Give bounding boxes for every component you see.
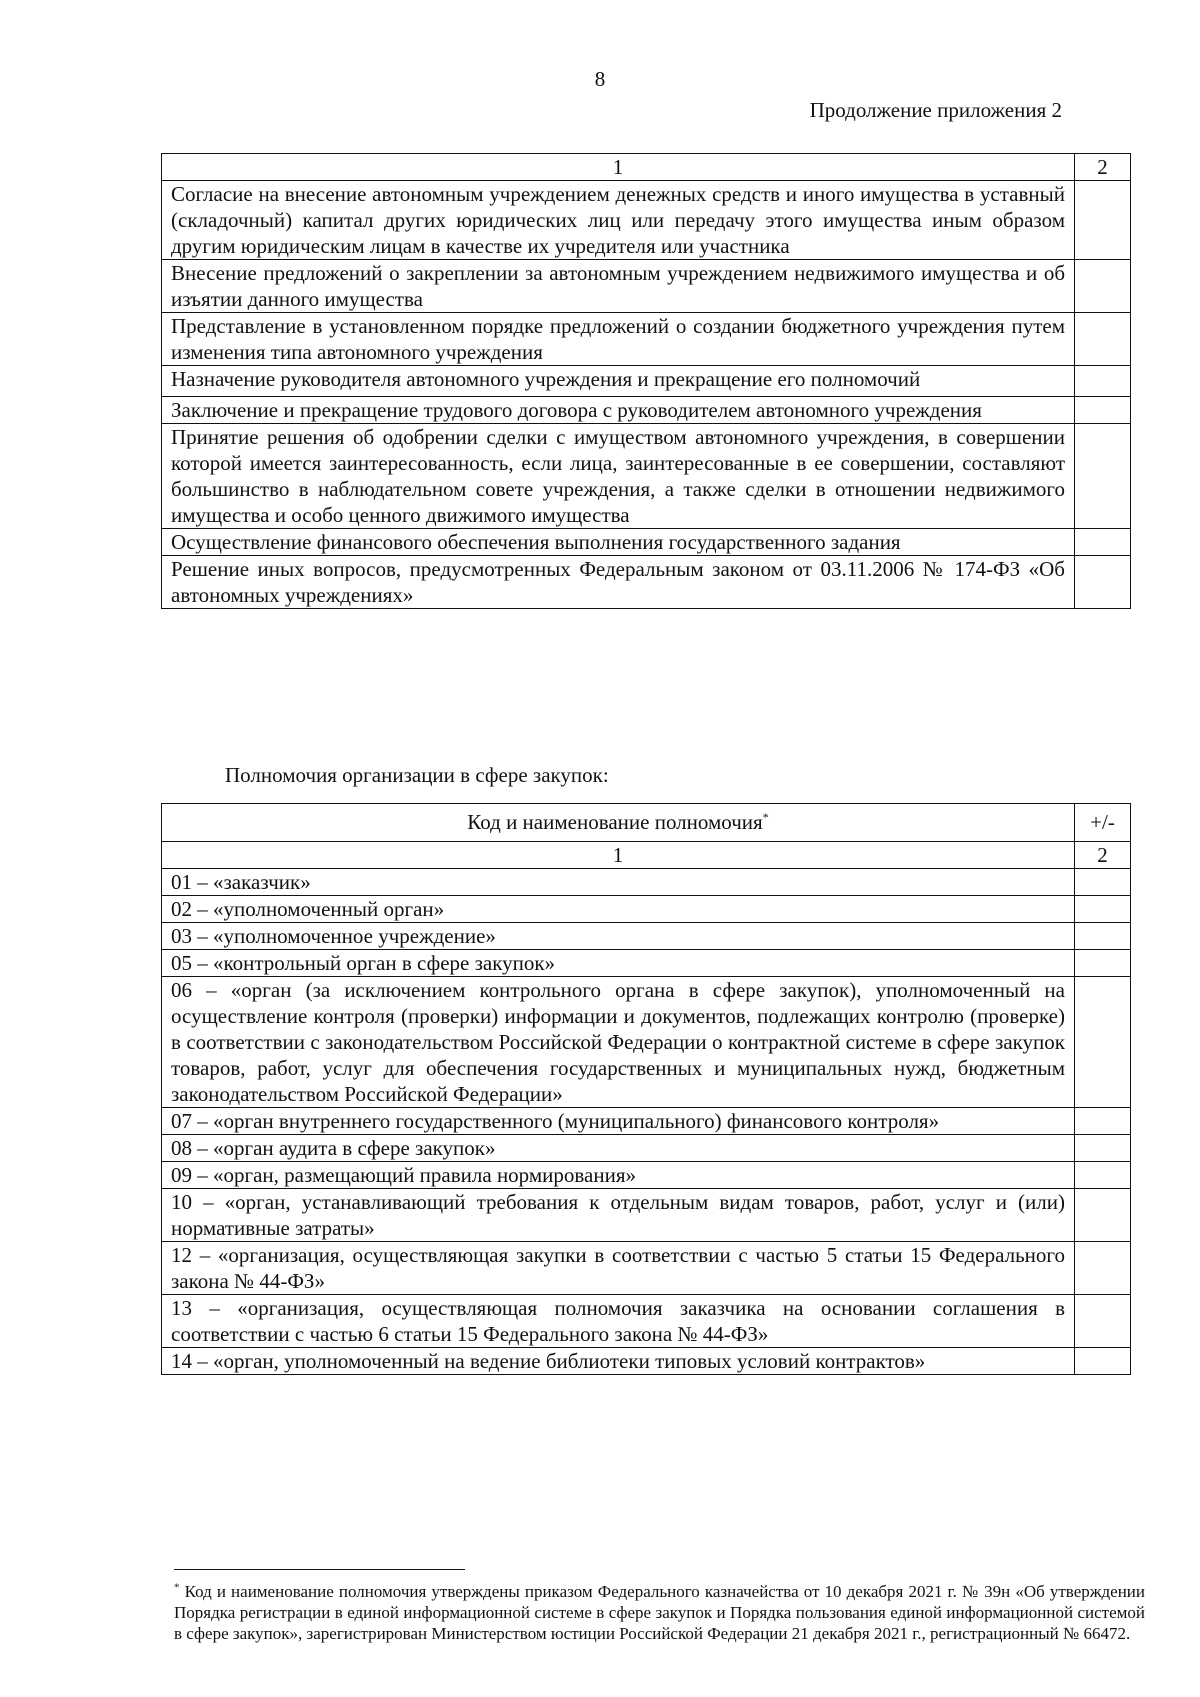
mark-cell: [1075, 313, 1131, 366]
footnote-mark: *: [174, 1581, 180, 1594]
table-header-row: [162, 842, 1131, 869]
table-row: [162, 869, 1131, 896]
table-row: [162, 260, 1131, 313]
power-description: Осуществление финансового обеспечения выполнения государственного задания: [162, 529, 1075, 556]
mark-cell: [1075, 556, 1131, 609]
mark-cell: [1075, 260, 1131, 313]
column-1-header: 1: [162, 154, 1075, 181]
footnote: [174, 1581, 1145, 1644]
power-description: Внесение предложений о закреплении за автономным учреждением недвижимого имущества и об изъятии данного имущества: [162, 260, 1075, 313]
mark-cell: [1075, 181, 1131, 260]
power-code: 02 – «уполномоченный орган»: [162, 896, 1075, 923]
power-code: 10 – «орган, устанавливающий требования к отдельным видам товаров, работ, услуг и (или) нормативные затраты»: [162, 1189, 1075, 1242]
section-title: Полномочия организации в сфере закупок:: [225, 763, 609, 787]
table-row: [162, 1108, 1131, 1135]
mark-cell: [1075, 1348, 1131, 1375]
mark-cell: [1075, 1189, 1131, 1242]
column-2-header: 2: [1075, 842, 1131, 869]
power-description: Представление в установленном порядке предложений о создании бюджетного учреждения путем изменения типа автономного учреждения: [162, 313, 1075, 366]
table-row: [162, 1242, 1131, 1295]
mark-cell: [1075, 923, 1131, 950]
footnote-text: Код и наименование полномочия утверждены приказом Федерального казначейства от 10 декабря 2021 г. № 39н «Об утверждении Порядка регистрации в единой информационной системе в сфере закупок и Порядка пользования единой информационной системой в сфере закупок», зарегистрирован Министерством юстиции Российской Федерации 21 декабря 2021 г., регистрационный № 66472.: [174, 1582, 1145, 1643]
footnote-mark: *: [762, 810, 769, 824]
mark-cell: [1075, 977, 1131, 1108]
continuation-label: Продолжение приложения 2: [809, 98, 1062, 122]
power-code: 01 – «заказчик»: [162, 869, 1075, 896]
procurement-powers-table: [161, 803, 1131, 1375]
mark-cell: [1075, 896, 1131, 923]
power-code: 06 – «орган (за исключением контрольного органа в сфере закупок), уполномоченный на осуществление контроля (проверки) информации и документов, подлежащих контролю (проверке) в соответствии с законодательством Российской Федерации о контрактной системе в сфере закупок товаров, работ, услуг для обеспечения государственных и муниципальных нужд, бюджетным законодательством Российской Федерации»: [162, 977, 1075, 1108]
table-row: [162, 977, 1131, 1108]
table-row: [162, 397, 1131, 424]
table-row: [162, 950, 1131, 977]
table-row: [162, 1162, 1131, 1189]
mark-cell: [1075, 1162, 1131, 1189]
table-row: [162, 896, 1131, 923]
power-code: 13 – «организация, осуществляющая полномочия заказчика на основании соглашения в соответствии с частью 6 статьи 15 Федерального закона № 44-ФЗ»: [162, 1295, 1075, 1348]
code-name-header: [162, 804, 1075, 842]
power-description: Заключение и прекращение трудового договора с руководителем автономного учреждения: [162, 397, 1075, 424]
power-code: 09 – «орган, размещающий правила нормирования»: [162, 1162, 1075, 1189]
power-code: 08 – «орган аудита в сфере закупок»: [162, 1135, 1075, 1162]
mark-cell: [1075, 869, 1131, 896]
power-description: Принятие решения об одобрении сделки с имуществом автономного учреждения, в совершении которой имеется заинтересованность, если лица, заинтересованные в ее совершении, составляют большинство в наблюдательном совете учреждения, а также сделки в отношении недвижимого имущества и особо ценного движимого имущества: [162, 424, 1075, 529]
power-code: 14 – «орган, уполномоченный на ведение библиотеки типовых условий контрактов»: [162, 1348, 1075, 1375]
power-description: Согласие на внесение автономным учреждением денежных средств и иного имущества в уставный (складочный) капитал других юридических лиц или передачу этого имущества иным образом другим юридическим лицам в качестве их учредителя или участника: [162, 181, 1075, 260]
table-row: [162, 1295, 1131, 1348]
mark-cell: [1075, 1242, 1131, 1295]
table-row: [162, 529, 1131, 556]
mark-cell: [1075, 950, 1131, 977]
power-description: Назначение руководителя автономного учреждения и прекращение его полномочий: [162, 366, 1075, 397]
mark-cell: [1075, 366, 1131, 397]
mark-cell: [1075, 1108, 1131, 1135]
table-row: [162, 366, 1131, 397]
sign-header: +/-: [1075, 804, 1131, 842]
mark-cell: [1075, 529, 1131, 556]
power-code: 07 – «орган внутреннего государственного (муниципального) финансового контроля»: [162, 1108, 1075, 1135]
footnote-divider: [174, 1569, 465, 1570]
table-row: [162, 1348, 1131, 1375]
power-description: Решение иных вопросов, предусмотренных Федеральным законом от 03.11.2006 № 174-ФЗ «Об автономных учреждениях»: [162, 556, 1075, 609]
power-code: 05 – «контрольный орган в сфере закупок»: [162, 950, 1075, 977]
mark-cell: [1075, 424, 1131, 529]
table-row: [162, 1189, 1131, 1242]
table-row: [162, 923, 1131, 950]
column-2-header: 2: [1075, 154, 1131, 181]
table-row: [162, 313, 1131, 366]
table-row: [162, 181, 1131, 260]
power-code: 12 – «организация, осуществляющая закупки в соответствии с частью 5 статьи 15 Федерального закона № 44-ФЗ»: [162, 1242, 1075, 1295]
table-header-row: [162, 154, 1131, 181]
table-title-row: [162, 804, 1131, 842]
page-number: 8: [594, 67, 606, 91]
mark-cell: [1075, 1295, 1131, 1348]
code-name-header-text: Код и наименование полномочия: [467, 810, 763, 834]
column-1-header: 1: [162, 842, 1075, 869]
power-code: 03 – «уполномоченное учреждение»: [162, 923, 1075, 950]
table-row: [162, 556, 1131, 609]
table-row: [162, 1135, 1131, 1162]
mark-cell: [1075, 1135, 1131, 1162]
founder-powers-table: [161, 153, 1131, 609]
mark-cell: [1075, 397, 1131, 424]
table-row: [162, 424, 1131, 529]
